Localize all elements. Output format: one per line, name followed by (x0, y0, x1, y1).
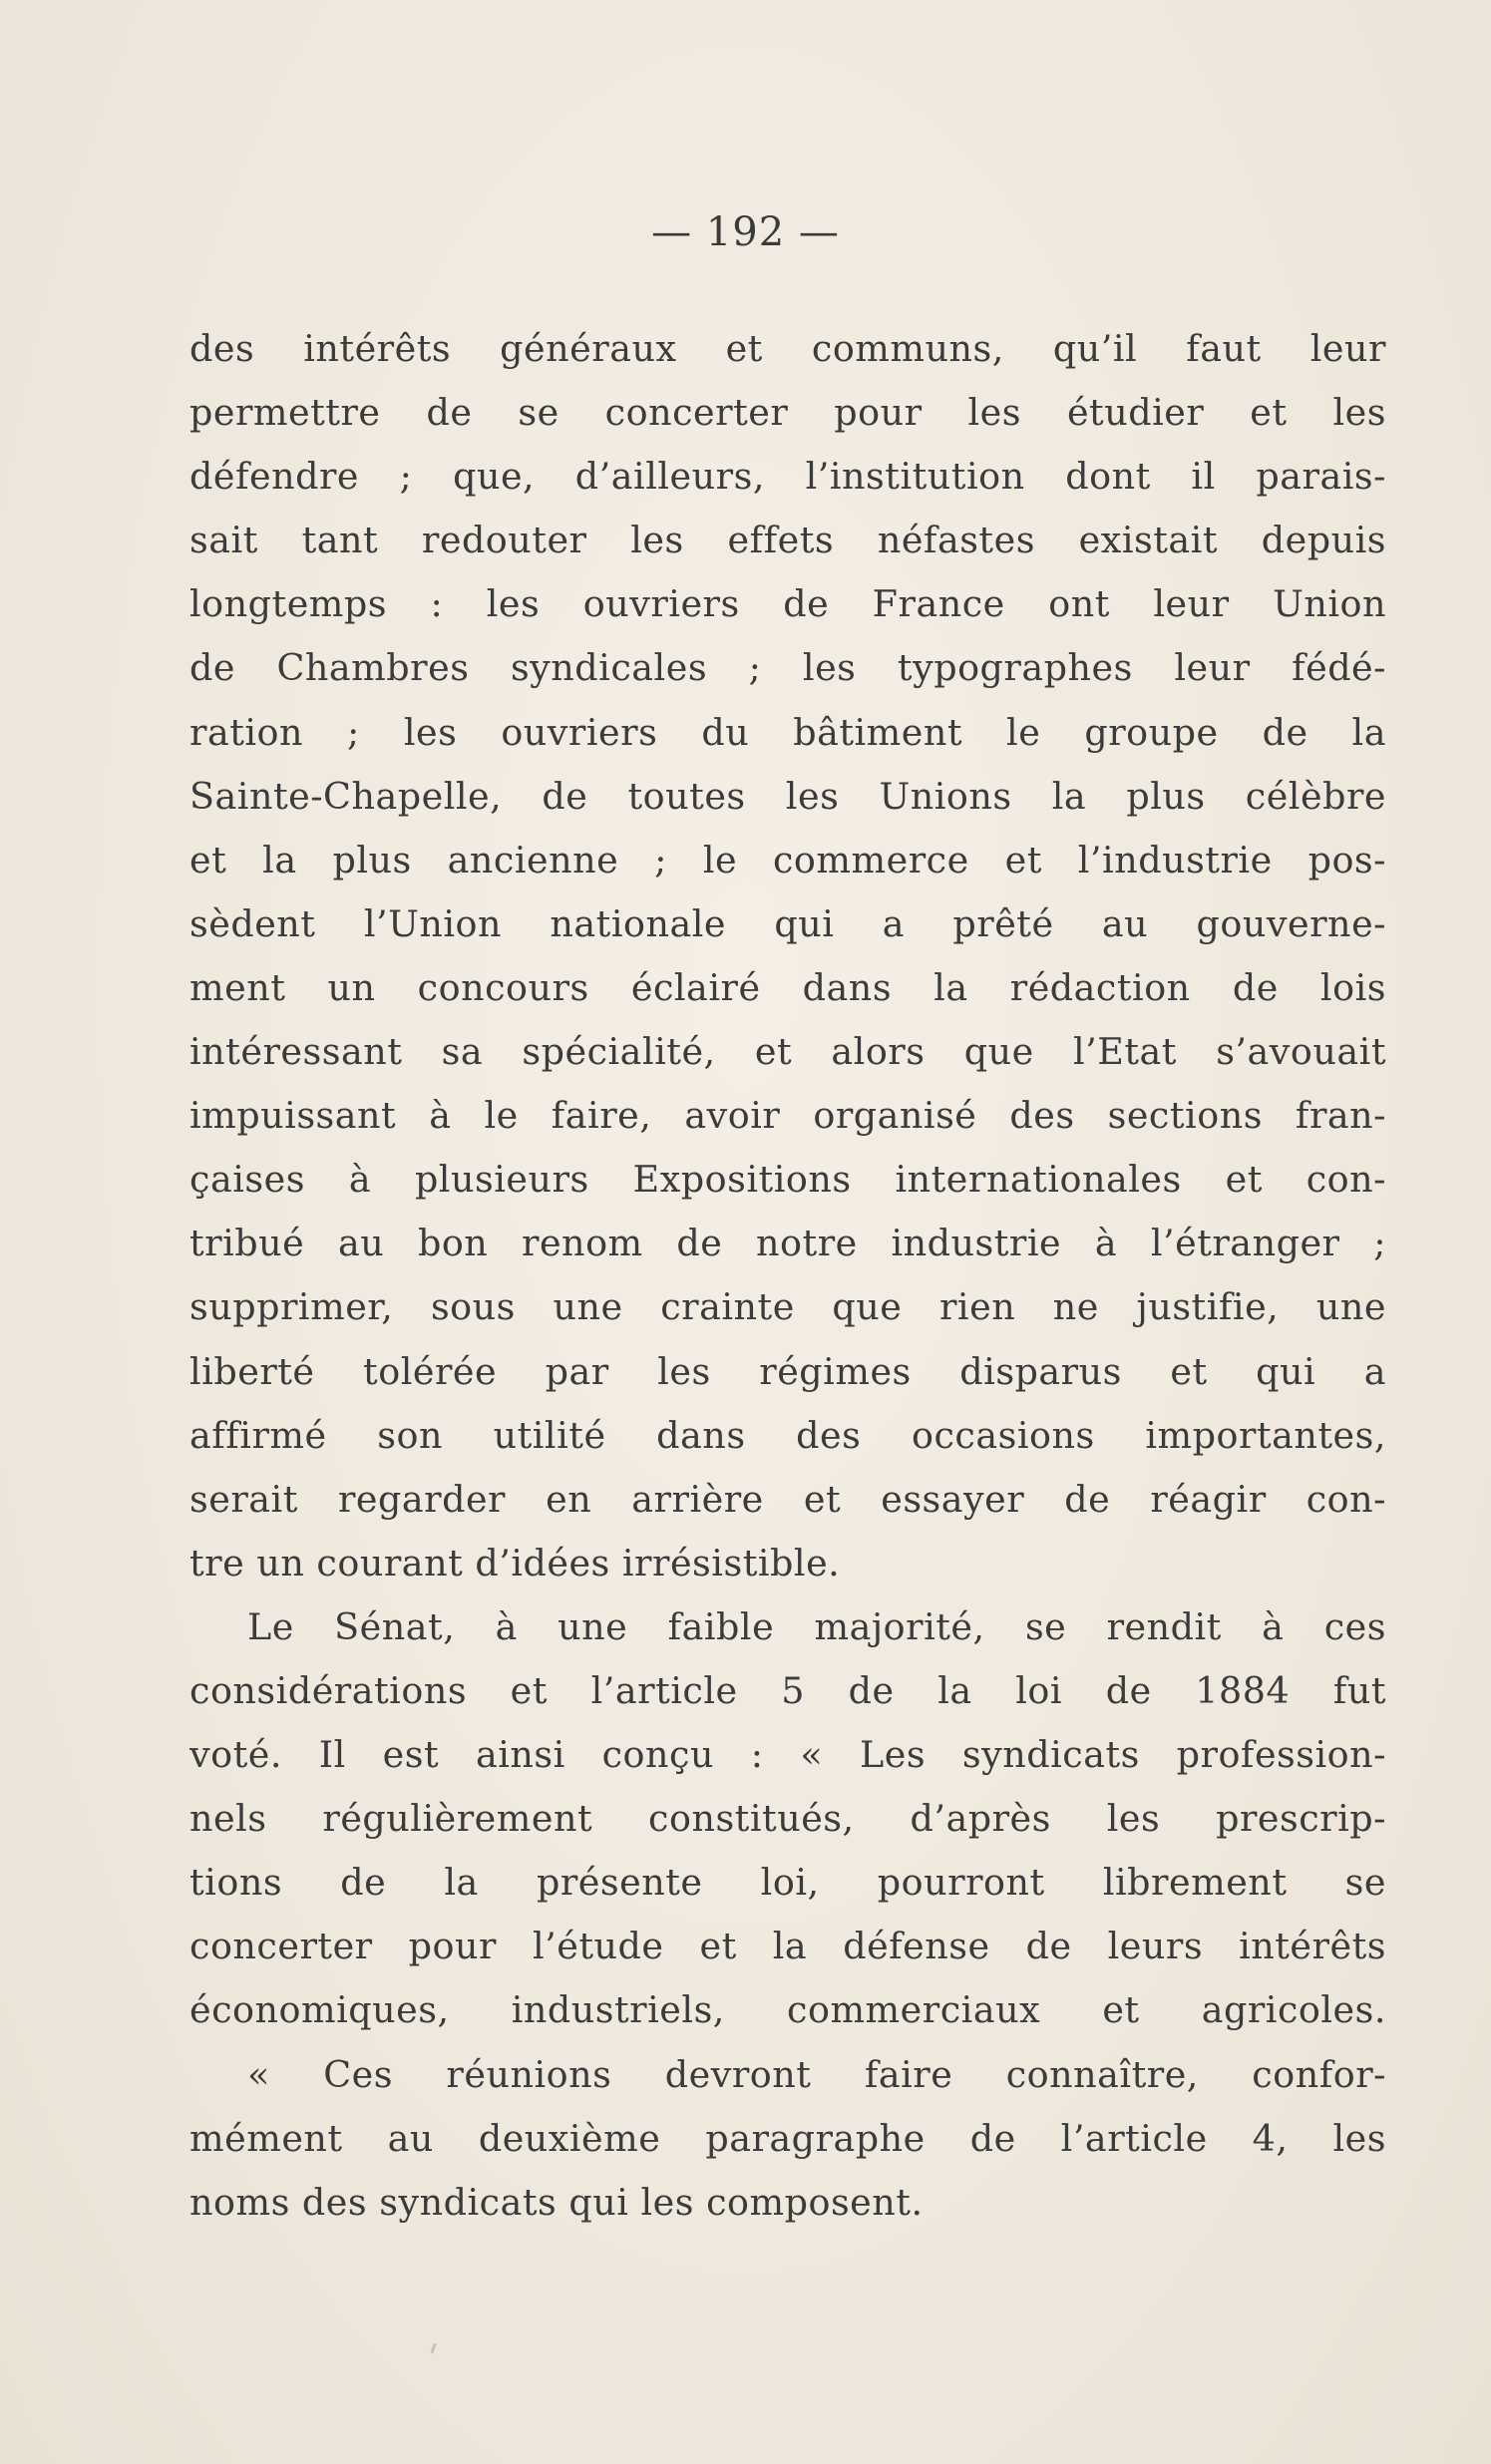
text-line: ration ; les ouvriers du bâtiment le groupe de la (189, 710, 1386, 754)
text-line: Le Sénat, à une faible majorité, se rendit à ces (247, 1604, 1386, 1648)
text-line: sait tant redouter les effets néfastes existait depuis (189, 519, 1386, 562)
text-line: de Chambres syndicales ; les typographes leur fédé- (189, 646, 1386, 690)
text-line: mément au deuxième paragraphe de l’article 4, les (189, 2116, 1386, 2160)
text-line: et la plus ancienne ; le commerce et l’industrie pos- (189, 838, 1386, 881)
text-line: voté. Il est ainsi conçu : « Les syndicats profession- (189, 1733, 1386, 1777)
text-line: çaises à plusieurs Expositions internationales et con- (189, 1158, 1386, 1202)
text-line: nels régulièrement constitués, d’après les prescrip- (189, 1797, 1386, 1841)
text-line: sèdent l’Union nationale qui a prêté au gouverne- (189, 901, 1386, 945)
paper-speck (430, 2343, 436, 2353)
body-text (189, 317, 1386, 2235)
text-line: impuissant à le faire, avoir organisé des sections fran- (189, 1094, 1386, 1138)
page-number: — 192 — (651, 209, 840, 255)
text-line: noms des syndicats qui les composent. (189, 2180, 924, 2224)
text-line: intéressant sa spécialité, et alors que l’Etat s’avouait (189, 1030, 1386, 1074)
text-line: Sainte-Chapelle, de toutes les Unions la plus célèbre (189, 774, 1386, 818)
text-line: tre un courant d’idées irrésistible. (189, 1541, 841, 1584)
text-line: considérations et l’article 5 de la loi de 1884 fut (189, 1668, 1386, 1712)
text-line: « Ces réunions devront faire connaître, confor- (247, 2052, 1386, 2096)
text-line: serait regarder en arrière et essayer de réagir con- (189, 1477, 1386, 1521)
text-line: affirmé son utilité dans des occasions importantes, (189, 1413, 1386, 1457)
text-line: économiques, industriels, commerciaux et agricoles. (189, 1988, 1386, 2032)
text-line: permettre de se concerter pour les étudier et les (189, 391, 1386, 435)
text-line: tions de la présente loi, pourront librement se (189, 1861, 1386, 1905)
text-line: des intérêts généraux et communs, qu’il faut leur (189, 327, 1386, 370)
text-line: concerter pour l’étude et la défense de leurs intérêts (189, 1925, 1386, 1968)
text-line: longtemps : les ouvriers de France ont leur Union (189, 582, 1386, 626)
text-line: tribué au bon renom de notre industrie à l’étranger ; (189, 1222, 1386, 1265)
text-line: liberté tolérée par les régimes disparus et qui a (189, 1349, 1386, 1393)
text-line: supprimer, sous une crainte que rien ne justifie, une (189, 1285, 1386, 1329)
text-line: ment un concours éclairé dans la rédaction de lois (189, 965, 1386, 1009)
text-line: défendre ; que, d’ailleurs, l’institution dont il parais- (189, 455, 1386, 499)
